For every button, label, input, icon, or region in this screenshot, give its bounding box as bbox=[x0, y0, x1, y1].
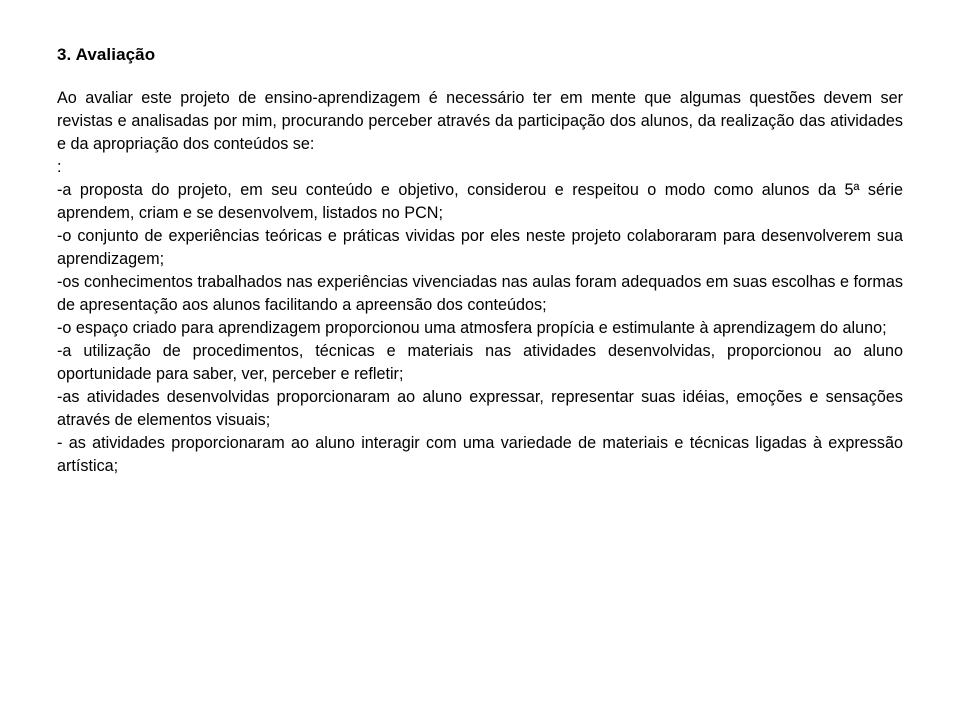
paragraph-item-4: -o espaço criado para aprendizagem proporcionou uma atmosfera propícia e estimulante à aprendizagem do aluno; bbox=[57, 319, 887, 338]
paragraph-colon-line: : bbox=[57, 158, 62, 177]
paragraph-intro: Ao avaliar este projeto de ensino-aprendizagem é necessário ter em mente que algumas questões devem ser revistas e analisadas por mim, procurando perceber através da participação dos alunos, da realização das atividades e da apropriação dos conteúdos se: bbox=[57, 89, 903, 154]
paragraph-item-5: -a utilização de procedimentos, técnicas e materiais nas atividades desenvolvidas, proporcionou ao aluno oportunidade para saber, ver, perceber e refletir; bbox=[57, 342, 903, 384]
paragraph-item-6: -as atividades desenvolvidas proporcionaram ao aluno expressar, representar suas idéias, emoções e sensações através de elementos visuais; bbox=[57, 388, 903, 430]
paragraph-item-2: -o conjunto de experiências teóricas e práticas vividas por eles neste projeto colaboraram para desenvolverem sua aprendizagem; bbox=[57, 227, 903, 269]
page-title: 3. Avaliação bbox=[57, 45, 156, 64]
paragraph-item-3: -os conhecimentos trabalhados nas experiências vivenciadas nas aulas foram adequados em suas escolhas e formas de apresentação aos alunos facilitando a apreensão dos conteúdos; bbox=[57, 273, 903, 315]
paragraph-item-7: - as atividades proporcionaram ao aluno interagir com uma variedade de materiais e técnicas ligadas à expressão artística; bbox=[57, 434, 903, 476]
paragraph-item-1: -a proposta do projeto, em seu conteúdo e objetivo, considerou e respeitou o modo como alunos da 5ª série aprendem, criam e se desenvolvem, listados no PCN; bbox=[57, 181, 903, 223]
